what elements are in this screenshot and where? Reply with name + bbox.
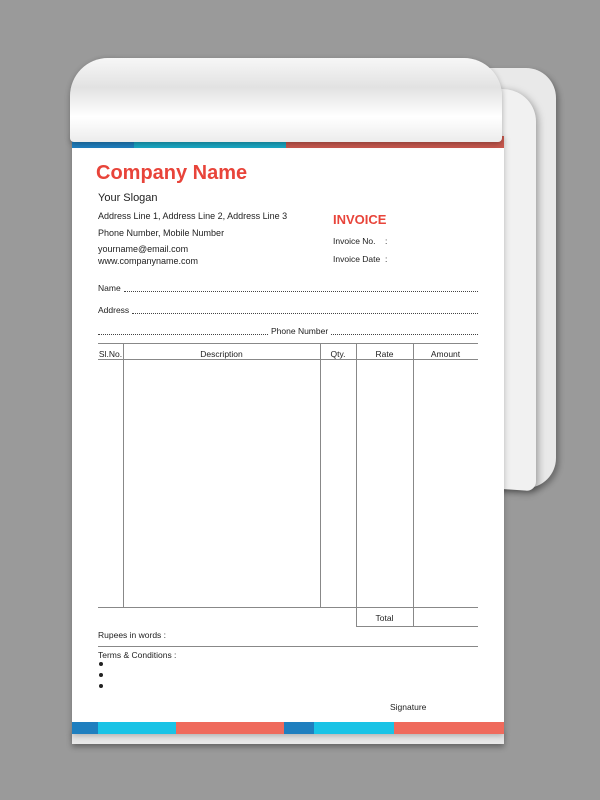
address-label: Address [98, 305, 130, 315]
bottom-band-salmon-2 [394, 722, 504, 734]
rupees-in-words-label: Rupees in words : [98, 630, 167, 640]
terms-bullet-2 [99, 673, 103, 677]
company-phone: Phone Number, Mobile Number [98, 228, 225, 238]
col-divider-description [320, 343, 321, 607]
total-row-bottom-border [356, 626, 478, 627]
company-name: Company Name [96, 162, 248, 184]
col-divider-rate [413, 343, 414, 626]
terms-bullet-1 [99, 662, 103, 666]
col-header-amount: Amount [430, 349, 461, 359]
terms-label: Terms & Conditions : [98, 650, 177, 660]
address-field-line-2[interactable] [98, 334, 268, 335]
company-email: yourname@email.com [98, 244, 189, 254]
col-header-qty: Qty. [330, 349, 346, 359]
name-label: Name [98, 283, 121, 293]
table-header-border [98, 359, 478, 360]
table-body-bottom-border [98, 607, 478, 608]
name-field-line[interactable] [124, 291, 478, 292]
col-divider-slno [123, 343, 124, 607]
invoice-date-colon: : [385, 254, 388, 264]
invoice-number-label: Invoice No. [333, 236, 376, 246]
bottom-band-blue-1 [72, 722, 98, 734]
phone-label: Phone Number [271, 326, 329, 336]
invoice-date-label: Invoice Date [333, 254, 381, 264]
company-slogan: Your Slogan [98, 192, 158, 204]
table-top-border [98, 343, 478, 344]
bottom-band-cyan-1 [98, 722, 176, 734]
bottom-color-band [72, 722, 504, 734]
col-header-description: Description [200, 349, 243, 359]
company-address: Address Line 1, Address Line 2, Address Line 3 [98, 211, 288, 221]
bottom-band-blue-2 [284, 722, 314, 734]
col-divider-qty [356, 343, 357, 626]
terms-bullet-3 [99, 684, 103, 688]
bottom-band-salmon-1 [176, 722, 284, 734]
company-website: www.companyname.com [98, 256, 199, 266]
total-label: Total [375, 613, 394, 623]
notepad-top-roll [70, 58, 502, 142]
invoice-sheet [72, 136, 504, 734]
bottom-band-cyan-2 [314, 722, 394, 734]
invoice-number-colon: : [385, 236, 388, 246]
signature-label: Signature [390, 702, 427, 712]
col-header-slno: Sl.No. [98, 349, 123, 359]
invoice-title: INVOICE [333, 212, 387, 227]
phone-field-line[interactable] [331, 334, 478, 335]
rupees-line [98, 646, 478, 647]
col-header-rate: Rate [375, 349, 394, 359]
address-field-line[interactable] [132, 313, 478, 314]
